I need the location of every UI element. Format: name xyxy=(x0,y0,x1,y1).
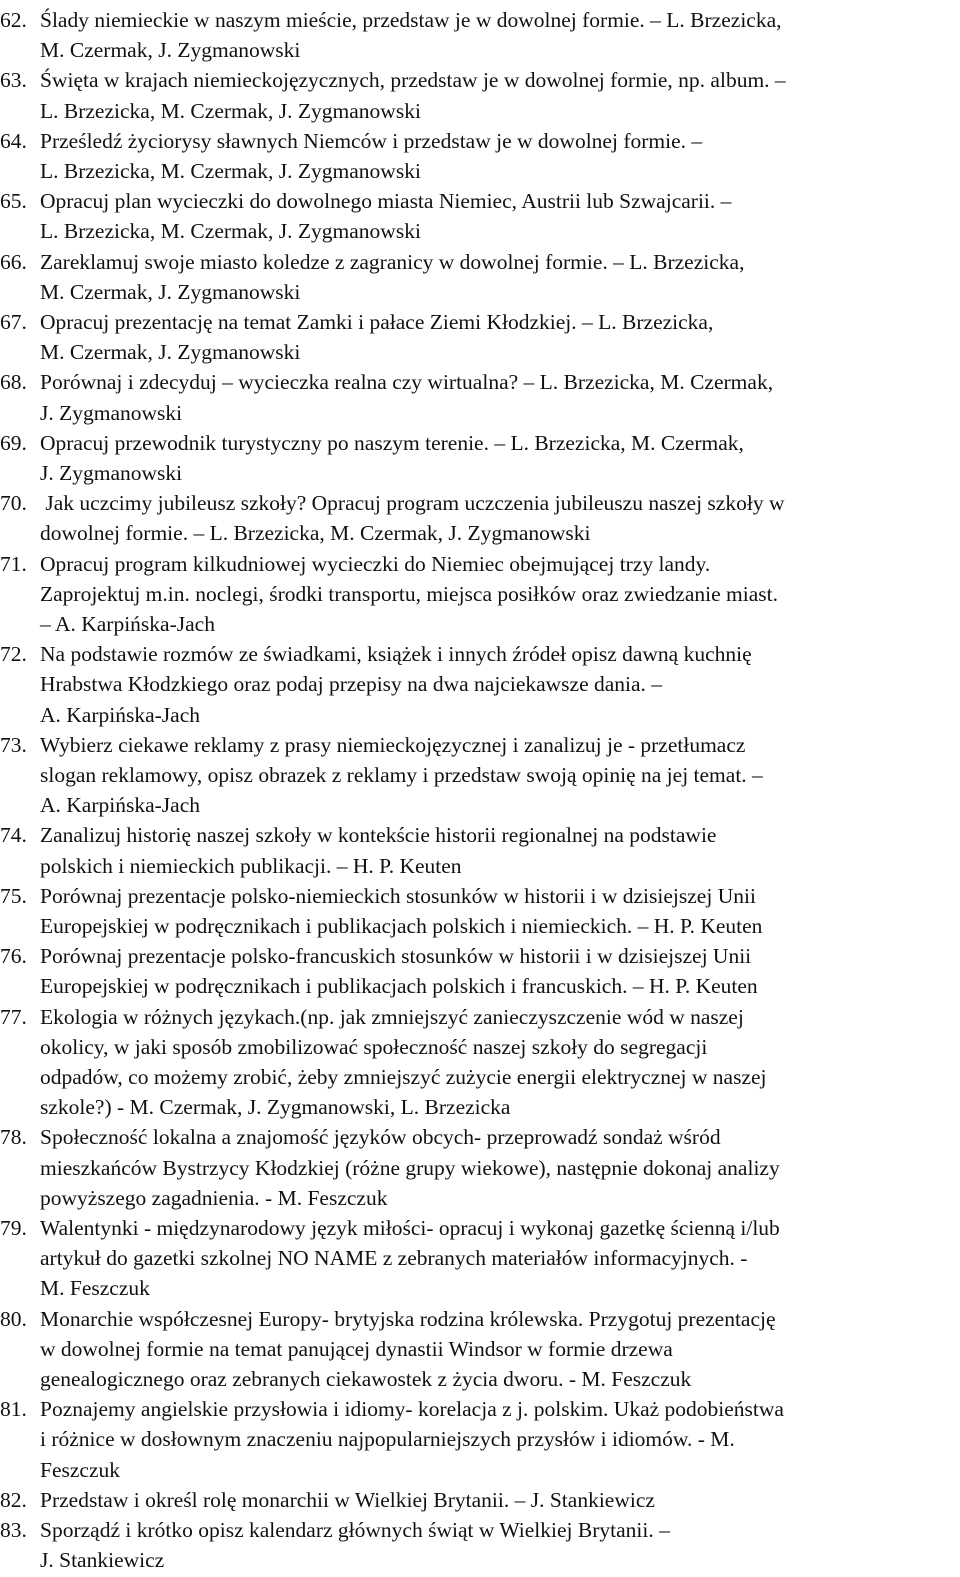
topic-continuation-line xyxy=(40,277,300,307)
topic-number: 74. xyxy=(0,823,27,848)
topic-number: 82. xyxy=(0,1487,27,1512)
topic-text: powyższego zagadnienia. - M. Feszczuk xyxy=(40,1185,388,1210)
topic-first-line xyxy=(0,5,782,35)
topic-text: Feszczuk xyxy=(40,1457,120,1482)
topic-continuation-line xyxy=(40,1334,673,1364)
topic-number: 73. xyxy=(0,732,27,757)
topic-item xyxy=(0,186,952,246)
topic-number: 76. xyxy=(0,944,27,969)
topic-continuation-line xyxy=(40,911,762,941)
topic-number: 69. xyxy=(0,430,27,455)
topic-text: odpadów, co możemy zrobić, żeby zmniejszyć zużycie energii elektrycznej w naszej xyxy=(40,1064,767,1089)
topic-first-line xyxy=(0,1002,744,1032)
topic-text: Porównaj prezentacje polsko-niemieckich stosunków w historii i w dzisiejszej Unii xyxy=(40,883,756,908)
topic-text: Jak uczcimy jubileusz szkoły? Opracuj program uczczenia jubileuszu naszej szkoły w xyxy=(40,491,785,516)
topic-first-line xyxy=(0,549,710,579)
topic-text: Poznajemy angielskie przysłowia i idiomy- korelacja z j. polskim. Ukaż podobieństwa xyxy=(40,1397,784,1422)
topic-text: M. Czermak, J. Zygmanowski xyxy=(40,38,301,63)
topic-first-line xyxy=(0,186,731,216)
topic-text: Opracuj prezentację na temat Zamki i pałace Ziemi Kłodzkiej. – L. Brzezicka, xyxy=(40,310,714,334)
topic-text: J. Zygmanowski xyxy=(40,460,183,485)
topic-continuation-line xyxy=(40,96,421,126)
topic-item xyxy=(0,1213,952,1304)
topic-text: A. Karpińska-Jach xyxy=(40,702,201,727)
topic-continuation-line xyxy=(40,700,200,730)
topic-text: Święta w krajach niemieckojęzycznych, przedstaw je w dowolnej formie, np. album. – xyxy=(40,68,786,93)
topic-continuation-line xyxy=(40,216,421,246)
topic-continuation-line xyxy=(40,609,215,639)
topic-item xyxy=(0,1394,952,1485)
topic-text: okolicy, w jaki sposób zmobilizować społeczność naszej szkoły do segregacji xyxy=(40,1034,708,1059)
topic-item xyxy=(0,367,952,427)
topic-continuation-line xyxy=(40,760,763,790)
topic-continuation-line xyxy=(40,1364,691,1394)
topic-text: Zaprojektuj m.in. noclegi, środki transportu, miejsca posiłków oraz zwiedzanie miast. xyxy=(40,581,778,606)
topic-text: Ekologia w różnych językach.(np. jak zmniejszyć zanieczyszczenie wód w naszej xyxy=(40,1004,744,1029)
topic-number: 66. xyxy=(0,249,27,274)
topic-text: M. Czermak, J. Zygmanowski xyxy=(40,340,301,365)
topic-text: Hrabstwa Kłodzkiego oraz podaj przepisy na dwa najciekawsze dania. – xyxy=(40,672,663,697)
topic-item xyxy=(0,488,952,548)
topic-text: J. Zygmanowski xyxy=(40,400,183,425)
topic-number: 75. xyxy=(0,883,27,908)
topic-item xyxy=(0,5,952,65)
topic-number: 68. xyxy=(0,370,27,395)
topic-text: Porównaj i zdecyduj – wycieczka realna czy wirtualna? – L. Brzezicka, M. Czermak, xyxy=(40,370,774,395)
topic-first-line xyxy=(0,65,786,95)
topic-number: 72. xyxy=(0,642,27,667)
topic-number: 80. xyxy=(0,1306,27,1331)
topic-number: 79. xyxy=(0,1216,27,1240)
topic-first-line xyxy=(0,488,784,518)
topic-continuation-line xyxy=(40,1183,387,1213)
topic-continuation-line xyxy=(40,1243,747,1273)
topic-continuation-line xyxy=(40,1032,707,1062)
topic-text: L. Brzezicka, M. Czermak, J. Zygmanowski xyxy=(40,219,421,244)
topic-item xyxy=(0,639,952,730)
topic-continuation-line xyxy=(40,669,662,699)
topic-text: Opracuj program kilkudniowej wycieczki do Niemiec obejmującej trzy landy. xyxy=(40,551,711,576)
topic-continuation-line xyxy=(40,398,182,428)
topic-text: Europejskiej w podręcznikach i publikacjach polskich i francuskich. – H. P. Keuten xyxy=(40,974,758,999)
topic-continuation-line xyxy=(40,35,300,65)
topic-continuation-line xyxy=(40,851,462,881)
topic-continuation-line xyxy=(40,579,778,609)
topic-text: Na podstawie rozmów ze świadkami, książek i innych źródeł opisz dawną kuchnię xyxy=(40,642,752,667)
topic-text: M. Czermak, J. Zygmanowski xyxy=(40,279,301,304)
topic-number: 71. xyxy=(0,551,27,576)
topic-item xyxy=(0,1002,952,1123)
topic-item xyxy=(0,941,952,1001)
topic-first-line xyxy=(0,1213,780,1243)
topic-text: Prześledź życiorysy sławnych Niemców i przedstaw je w dowolnej formie. – xyxy=(40,128,703,153)
topic-text: Ślady niemieckie w naszym mieście, przedstaw je w dowolnej formie. – L. Brzezicka, xyxy=(40,8,782,32)
topic-text: Przedstaw i określ rolę monarchii w Wielkiej Brytanii. – J. Stankiewicz xyxy=(40,1487,655,1512)
topic-text: Sporządź i krótko opisz kalendarz głównych świąt w Wielkiej Brytanii. – xyxy=(40,1518,670,1542)
topic-first-line xyxy=(0,126,702,156)
topic-first-line xyxy=(0,1515,670,1545)
topic-item xyxy=(0,1304,952,1395)
topic-first-line xyxy=(0,1304,776,1334)
topic-text: Opracuj plan wycieczki do dowolnego miasta Niemiec, Austrii lub Szwajcarii. – xyxy=(40,189,732,214)
topic-number: 63. xyxy=(0,68,27,93)
topic-text: dowolnej formie. – L. Brzezicka, M. Czermak, J. Zygmanowski xyxy=(40,521,591,546)
topic-continuation-line xyxy=(40,790,200,820)
topic-number: 78. xyxy=(0,1125,27,1150)
topic-continuation-line xyxy=(40,458,182,488)
topic-text: szkole?) - M. Czermak, J. Zygmanowski, L. Brzezicka xyxy=(40,1095,511,1120)
topic-text: A. Karpińska-Jach xyxy=(40,793,201,818)
topic-first-line xyxy=(0,820,716,850)
topic-continuation-line xyxy=(40,1153,780,1183)
topic-number: 70. xyxy=(0,491,27,516)
topic-continuation-line xyxy=(40,156,421,186)
topic-item xyxy=(0,881,952,941)
topic-continuation-line xyxy=(40,337,300,367)
topic-text: Wybierz ciekawe reklamy z prasy niemieckojęzycznej i zanalizuj je - przetłumacz xyxy=(40,732,746,757)
topic-item xyxy=(0,1122,952,1213)
topic-number: 83. xyxy=(0,1518,27,1542)
topic-continuation-line xyxy=(40,1455,120,1485)
topic-text: Walentynki - międzynarodowy język miłości- opracuj i wykonaj gazetkę ścienną i/lub xyxy=(40,1216,780,1240)
topic-continuation-line xyxy=(40,1062,767,1092)
topic-text: Porównaj prezentacje polsko-francuskich stosunków w historii i w dzisiejszej Unii xyxy=(40,944,752,969)
topic-first-line xyxy=(0,247,744,277)
topic-item xyxy=(0,247,952,307)
topic-text: Zanalizuj historię naszej szkoły w kontekście historii regionalnej na podstawie xyxy=(40,823,717,848)
topic-first-line xyxy=(0,1122,721,1152)
topic-item xyxy=(0,1515,952,1575)
topic-text: mieszkańców Bystrzycy Kłodzkiej (różne grupy wiekowe), następnie dokonaj analizy xyxy=(40,1155,780,1180)
topic-first-line xyxy=(0,367,773,397)
topic-text: J. Stankiewicz xyxy=(40,1548,165,1573)
topic-first-line xyxy=(0,1394,784,1424)
topic-item xyxy=(0,307,952,367)
topic-text: genealogicznego oraz zebranych ciekawostek z życia dworu. - M. Feszczuk xyxy=(40,1366,692,1391)
topic-continuation-line xyxy=(40,971,758,1001)
topic-continuation-line xyxy=(40,518,591,548)
topic-text: L. Brzezicka, M. Czermak, J. Zygmanowski xyxy=(40,98,421,123)
topic-item xyxy=(0,549,952,640)
topic-text: Europejskiej w podręcznikach i publikacjach polskich i niemieckich. – H. P. Keuten xyxy=(40,913,763,938)
topic-text: L. Brzezicka, M. Czermak, J. Zygmanowski xyxy=(40,158,421,183)
topic-item xyxy=(0,820,952,880)
topic-text: Opracuj przewodnik turystyczny po naszym terenie. – L. Brzezicka, M. Czermak, xyxy=(40,430,744,455)
topic-number: 67. xyxy=(0,310,27,334)
topic-first-line xyxy=(0,639,752,669)
topic-first-line xyxy=(0,881,756,911)
topic-item xyxy=(0,1485,952,1515)
topic-first-line xyxy=(0,941,751,971)
topic-text: – A. Karpińska-Jach xyxy=(40,611,215,636)
topic-first-line xyxy=(0,307,713,337)
topic-continuation-line xyxy=(40,1545,164,1575)
topic-item xyxy=(0,428,952,488)
topic-number: 81. xyxy=(0,1397,27,1422)
topic-text: polskich i niemieckich publikacji. – H. P. Keuten xyxy=(40,853,462,878)
topic-item xyxy=(0,730,952,821)
topic-continuation-line xyxy=(40,1092,510,1122)
topic-number: 62. xyxy=(0,8,27,32)
topic-item xyxy=(0,65,952,125)
topic-text: artykuł do gazetki szkolnej NO NAME z zebranych materiałów informacyjnych. - xyxy=(40,1246,748,1271)
topic-number: 64. xyxy=(0,128,27,153)
topic-item xyxy=(0,126,952,186)
topic-continuation-line xyxy=(40,1273,150,1303)
topic-text: Zareklamuj swoje miasto koledze z zagranicy w dowolnej formie. – L. Brzezicka, xyxy=(40,249,745,274)
topic-number: 77. xyxy=(0,1004,27,1029)
topic-continuation-line xyxy=(40,1424,735,1454)
topic-number: 65. xyxy=(0,189,27,214)
topic-text: Społeczność lokalna a znajomość języków obcych- przeprowadź sondaż wśród xyxy=(40,1125,721,1150)
topic-text: i różnice w dosłownym znaczeniu najpopularniejszych przysłów i idiomów. - M. xyxy=(40,1427,735,1452)
topic-first-line xyxy=(0,730,745,760)
topic-first-line xyxy=(0,1485,655,1515)
topic-text: slogan reklamowy, opisz obrazek z reklamy i przedstaw swoją opinię na jej temat. – xyxy=(40,762,763,787)
topic-text: M. Feszczuk xyxy=(40,1276,150,1301)
topic-first-line xyxy=(0,428,744,458)
topic-text: w dowolnej formie na temat panującej dynastii Windsor w formie drzewa xyxy=(40,1336,673,1361)
topic-text: Monarchie współczesnej Europy- brytyjska rodzina królewska. Przygotuj prezentację xyxy=(40,1306,776,1331)
